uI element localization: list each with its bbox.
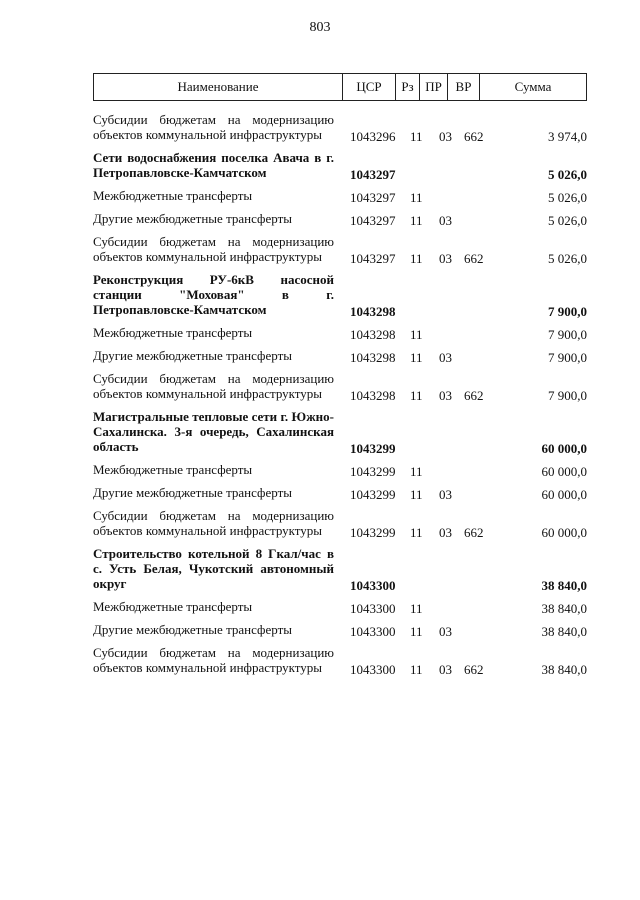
cell-code: 1043298 (350, 327, 396, 342)
table-row (93, 112, 587, 150)
cell-pr: 03 (439, 213, 452, 228)
cell-sum: 5 026,0 (548, 167, 587, 182)
cell-name: Другие межбюджетные трансферты (93, 485, 292, 500)
cell-sum: 5 026,0 (548, 213, 587, 228)
table-row (93, 462, 587, 485)
table-body (93, 112, 587, 683)
cell-code: 1043298 (350, 350, 396, 365)
cell-code: 1043297 (350, 251, 396, 266)
cell-rz: 11 (410, 662, 423, 677)
cell-name: Субсидии бюджетам на модернизацию объектов коммунальной инфраструктуры (93, 112, 334, 142)
cell-pr: 03 (439, 487, 452, 502)
cell-code: 1043298 (350, 304, 396, 319)
table-row (93, 188, 587, 211)
cell-name: Строительство котельной 8 Гкал/час в с. Усть Белая, Чукотский автономный округ (93, 546, 334, 591)
cell-rz: 11 (410, 190, 423, 205)
cell-vr: 662 (464, 388, 484, 403)
cell-code: 1043297 (350, 190, 396, 205)
cell-sum: 60 000,0 (541, 487, 587, 502)
cell-vr: 662 (464, 251, 484, 266)
cell-name: Межбюджетные трансферты (93, 325, 253, 340)
cell-sum: 38 840,0 (541, 578, 587, 593)
cell-sum: 38 840,0 (541, 601, 587, 616)
cell-rz: 11 (410, 350, 423, 365)
header-sum: Сумма (514, 79, 552, 94)
header-name: Наименование (94, 74, 343, 100)
cell-name: Магистральные тепловые сети г. Южно-Сахалинска. 3-я очередь, Сахалинская область (93, 409, 334, 454)
cell-code: 1043299 (350, 487, 396, 502)
cell-sum: 7 900,0 (548, 327, 587, 342)
cell-code: 1043297 (350, 213, 396, 228)
cell-sum: 3 974,0 (548, 129, 587, 144)
page-number: 803 (309, 20, 331, 35)
cell-pr: 03 (439, 662, 452, 677)
cell-sum: 7 900,0 (548, 388, 587, 403)
header-pr: ПР (420, 74, 448, 100)
cell-code: 1043300 (350, 601, 396, 616)
cell-name: Межбюджетные трансферты (93, 188, 253, 203)
header-vr: ВР (448, 74, 480, 100)
cell-code: 1043300 (350, 662, 396, 677)
cell-sum: 5 026,0 (548, 251, 587, 266)
cell-name: Субсидии бюджетам на модернизацию объектов коммунальной инфраструктуры (93, 508, 334, 538)
table-row (93, 622, 587, 645)
table-row (93, 371, 587, 409)
cell-pr: 03 (439, 350, 452, 365)
cell-code: 1043297 (350, 167, 396, 182)
cell-sum: 60 000,0 (541, 525, 587, 540)
cell-name: Межбюджетные трансферты (93, 599, 253, 614)
cell-name: Другие межбюджетные трансферты (93, 622, 292, 637)
cell-pr: 03 (439, 129, 452, 144)
cell-pr: 03 (439, 388, 452, 403)
cell-sum: 38 840,0 (541, 662, 587, 677)
cell-vr: 662 (464, 662, 484, 677)
table-row (93, 508, 587, 546)
cell-name: Реконструкция РУ-6кВ насосной станции "Моховая" в г. Петропавловске-Камчатском (93, 272, 334, 317)
cell-sum: 5 026,0 (548, 190, 587, 205)
cell-rz: 11 (410, 487, 423, 502)
cell-pr: 03 (439, 525, 452, 540)
table-row (93, 325, 587, 348)
cell-name: Другие межбюджетные трансферты (93, 348, 292, 363)
cell-name: Субсидии бюджетам на модернизацию объектов коммунальной инфраструктуры (93, 645, 334, 675)
cell-rz: 11 (410, 624, 423, 639)
cell-sum: 60 000,0 (541, 441, 587, 456)
cell-pr: 03 (439, 251, 452, 266)
cell-name: Межбюджетные трансферты (93, 462, 253, 477)
header-rz: Рз (396, 74, 420, 100)
table-row-section (93, 150, 587, 188)
cell-vr: 662 (464, 129, 484, 144)
table-row (93, 485, 587, 508)
cell-name: Сети водоснабжения поселка Авача в г. Петропавловске-Камчатском (93, 150, 334, 180)
table-row (93, 348, 587, 371)
cell-sum: 7 900,0 (548, 350, 587, 365)
cell-name: Субсидии бюджетам на модернизацию объектов коммунальной инфраструктуры (93, 234, 334, 264)
cell-name: Субсидии бюджетам на модернизацию объектов коммунальной инфраструктуры (93, 371, 334, 401)
cell-code: 1043299 (350, 464, 396, 479)
table-row (93, 211, 587, 234)
cell-sum: 38 840,0 (541, 624, 587, 639)
cell-code: 1043296 (350, 129, 396, 144)
cell-rz: 11 (410, 525, 423, 540)
cell-sum: 60 000,0 (541, 464, 587, 479)
cell-sum: 7 900,0 (548, 304, 587, 319)
cell-rz: 11 (410, 129, 423, 144)
table-row (93, 234, 587, 272)
cell-pr: 03 (439, 624, 452, 639)
table-row-section (93, 409, 587, 462)
header-csr: ЦСР (343, 74, 396, 100)
cell-code: 1043299 (350, 525, 396, 540)
cell-name: Другие межбюджетные трансферты (93, 211, 292, 226)
table-row (93, 599, 587, 622)
cell-rz: 11 (410, 601, 423, 616)
table-row-section (93, 272, 587, 325)
cell-rz: 11 (410, 388, 423, 403)
cell-rz: 11 (410, 251, 423, 266)
table-row-section (93, 546, 587, 599)
cell-rz: 11 (410, 327, 423, 342)
cell-code: 1043300 (350, 624, 396, 639)
cell-code: 1043298 (350, 388, 396, 403)
cell-code: 1043299 (350, 441, 396, 456)
cell-rz: 11 (410, 213, 423, 228)
cell-rz: 11 (410, 464, 423, 479)
table-row (93, 645, 587, 683)
cell-vr: 662 (464, 525, 484, 540)
table-header (93, 73, 587, 101)
cell-code: 1043300 (350, 578, 396, 593)
